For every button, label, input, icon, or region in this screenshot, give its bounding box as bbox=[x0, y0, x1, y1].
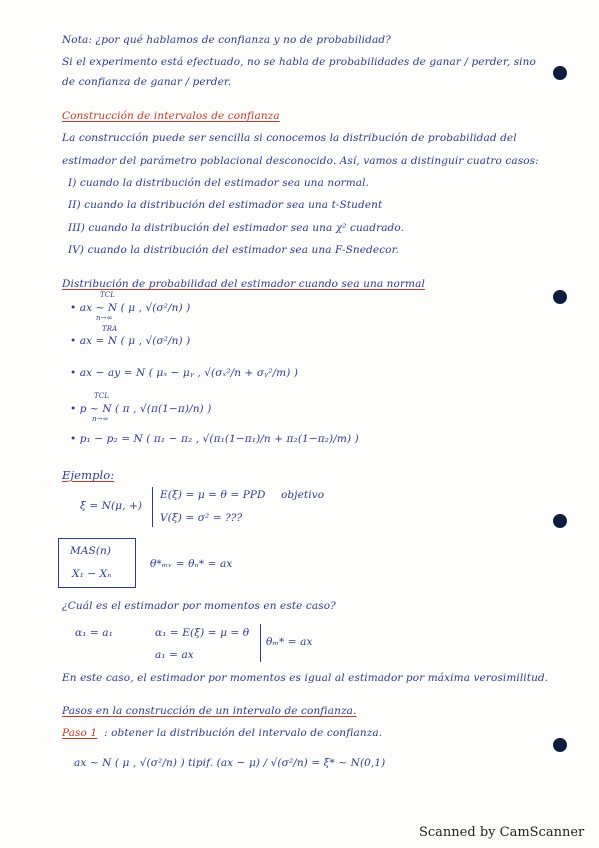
moment-expression: a₁ = ax bbox=[155, 649, 194, 661]
case-item: II) cuando la distribución del estimador sea una t-Student bbox=[68, 199, 383, 211]
section-title: Construcción de intervalos de confianza bbox=[62, 110, 280, 122]
case-item: III) cuando la distribución del estimador sea una χ² cuadrado. bbox=[68, 222, 405, 234]
nota-title: Nota: ¿por qué hablamos de confianza y no de probabilidad? bbox=[62, 34, 391, 46]
question: ¿Cuál es el estimador por momentos en este caso? bbox=[62, 600, 336, 612]
section-title: Distribución de probabilidad del estimador cuando sea una normal bbox=[62, 278, 425, 290]
formula: • ax ~ N ( μ , √(σ²/n) ) bbox=[70, 302, 191, 314]
punch-hole bbox=[553, 514, 567, 528]
punch-hole bbox=[553, 66, 567, 80]
case-item: IV) cuando la distribución del estimador sea una F-Snedecor. bbox=[68, 244, 399, 256]
formula-note: TCL bbox=[94, 392, 109, 400]
formula-note: n→∞ bbox=[96, 314, 113, 322]
punch-hole bbox=[553, 738, 567, 752]
section-title: Pasos en la construcción de un intervalo de confianza. bbox=[62, 705, 357, 717]
example-expression: V(ξ) = σ² = ??? bbox=[160, 512, 243, 524]
formula: • p ~ N ( π , √(π(1−π)/n) ) bbox=[70, 403, 212, 415]
step-label: Paso 1 bbox=[62, 727, 98, 739]
example-title: Ejemplo: bbox=[62, 468, 115, 482]
sample-label: MAS(n) bbox=[70, 545, 112, 557]
sample-label: X₁ − Xₙ bbox=[72, 568, 112, 580]
formula: • p₁ − p₂ = N ( π₁ − π₂ , √(π₁(1−π₁)/n + π₂(1−π₂)/m) ) bbox=[70, 433, 359, 445]
moment-result: θₘ* = ax bbox=[266, 636, 313, 648]
moment-expression: α₁ = a₁ bbox=[75, 627, 113, 639]
example-note: objetivo bbox=[281, 489, 325, 501]
paragraph-line: estimador del parámetro poblacional desconocido. Así, vamos a distinguir cuatro casos: bbox=[62, 155, 539, 167]
scanner-footer: Scanned by CamScanner bbox=[419, 825, 585, 840]
punch-hole bbox=[553, 290, 567, 304]
case-item: I) cuando la distribución del estimador sea una normal. bbox=[68, 177, 370, 189]
formula: • ax − ay = N ( μₓ − μᵧ , √(σₓ²/n + σᵧ²/m) ) bbox=[70, 367, 299, 379]
example-expression: ξ = N(μ, +) bbox=[80, 500, 143, 512]
final-formula: ax ~ N ( μ , √(σ²/n) ) tipif. (ax − μ) / √(σ²/n) = ξ* ~ N(0,1) bbox=[74, 757, 386, 769]
formula: • ax = N ( μ , √(σ²/n) ) bbox=[70, 335, 191, 347]
step-text: : obtener la distribución del intervalo de confianza. bbox=[104, 727, 383, 739]
moment-expression: α₁ = E(ξ) = μ = θ bbox=[155, 627, 250, 639]
example-expression: θ*ₘᵥ = θₙ* = ax bbox=[150, 558, 233, 570]
formula-note: TCL bbox=[100, 291, 115, 299]
formula-note: n→∞ bbox=[92, 415, 109, 423]
brace bbox=[152, 487, 153, 527]
example-expression: E(ξ) = μ = θ = PPD bbox=[160, 489, 266, 501]
brace bbox=[258, 624, 261, 662]
paragraph-line: La construcción puede ser sencilla si conocemos la distribución de probabilidad del bbox=[62, 132, 517, 144]
nota-line: Si el experimento está efectuado, no se habla de probabilidades de ganar / perder, sino bbox=[62, 56, 536, 68]
formula-note: TRA bbox=[102, 325, 118, 333]
conclusion: En este caso, el estimador por momentos es igual al estimador por máxima verosimilitud. bbox=[62, 672, 549, 684]
nota-line: de confianza de ganar / perder. bbox=[62, 76, 232, 88]
